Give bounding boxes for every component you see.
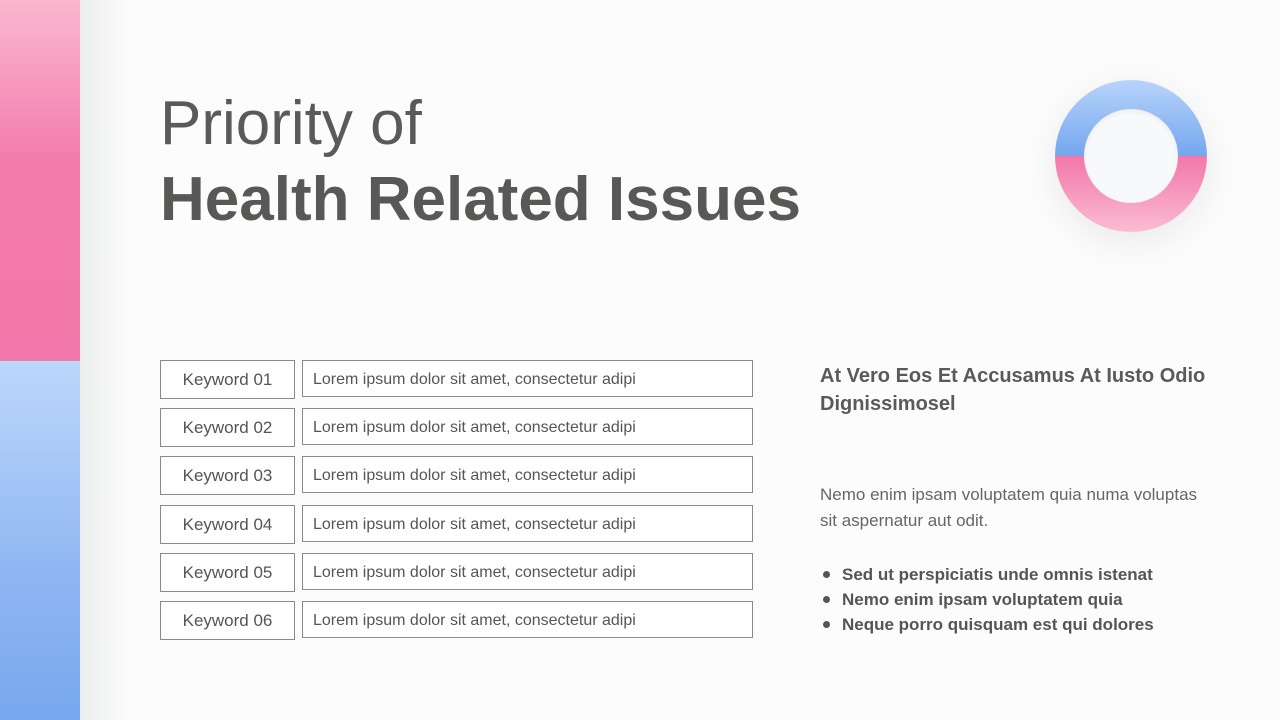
- ring-decoration-icon: [1055, 80, 1207, 232]
- keyword-description: Lorem ipsum dolor sit amet, consectetur adipi: [302, 456, 753, 493]
- bullet-list: [820, 562, 1154, 637]
- side-shadow: [80, 0, 130, 720]
- keyword-label: Keyword 05: [160, 553, 295, 592]
- keyword-label: Keyword 04: [160, 505, 295, 544]
- blue-accent-bar: [0, 361, 80, 720]
- keyword-label: Keyword 02: [160, 408, 295, 447]
- pink-accent-bar: [0, 0, 80, 361]
- title-line-2: Health Related Issues: [160, 165, 801, 234]
- bullet-icon: [823, 571, 830, 578]
- ring-hole: [1084, 109, 1178, 203]
- side-paragraph: Nemo enim ipsam voluptatem quia numa voluptas sit aspernatur aut odit.: [820, 485, 1198, 530]
- keyword-label: Keyword 01: [160, 360, 295, 399]
- bullet-icon: [823, 621, 830, 628]
- title-line-1: Priority of: [160, 89, 422, 158]
- keyword-description: Lorem ipsum dolor sit amet, consectetur adipi: [302, 360, 753, 397]
- side-heading: At Vero Eos Et Accusamus At Iusto Odio Dignissimosel: [820, 365, 1206, 415]
- bullet-item: [820, 612, 1154, 637]
- keyword-description: Lorem ipsum dolor sit amet, consectetur adipi: [302, 553, 753, 590]
- bullet-text: Sed ut perspiciatis unde omnis istenat: [842, 565, 1153, 584]
- keyword-description: Lorem ipsum dolor sit amet, consectetur adipi: [302, 601, 753, 638]
- bullet-item: [820, 587, 1154, 612]
- bullet-icon: [823, 596, 830, 603]
- keyword-label: Keyword 03: [160, 456, 295, 495]
- keyword-label: Keyword 06: [160, 601, 295, 640]
- keyword-description: Lorem ipsum dolor sit amet, consectetur adipi: [302, 408, 753, 445]
- bullet-text: Nemo enim ipsam voluptatem quia: [842, 590, 1123, 609]
- bullet-text: Neque porro quisquam est qui dolores: [842, 615, 1154, 634]
- keyword-description: Lorem ipsum dolor sit amet, consectetur adipi: [302, 505, 753, 542]
- bullet-item: [820, 562, 1154, 587]
